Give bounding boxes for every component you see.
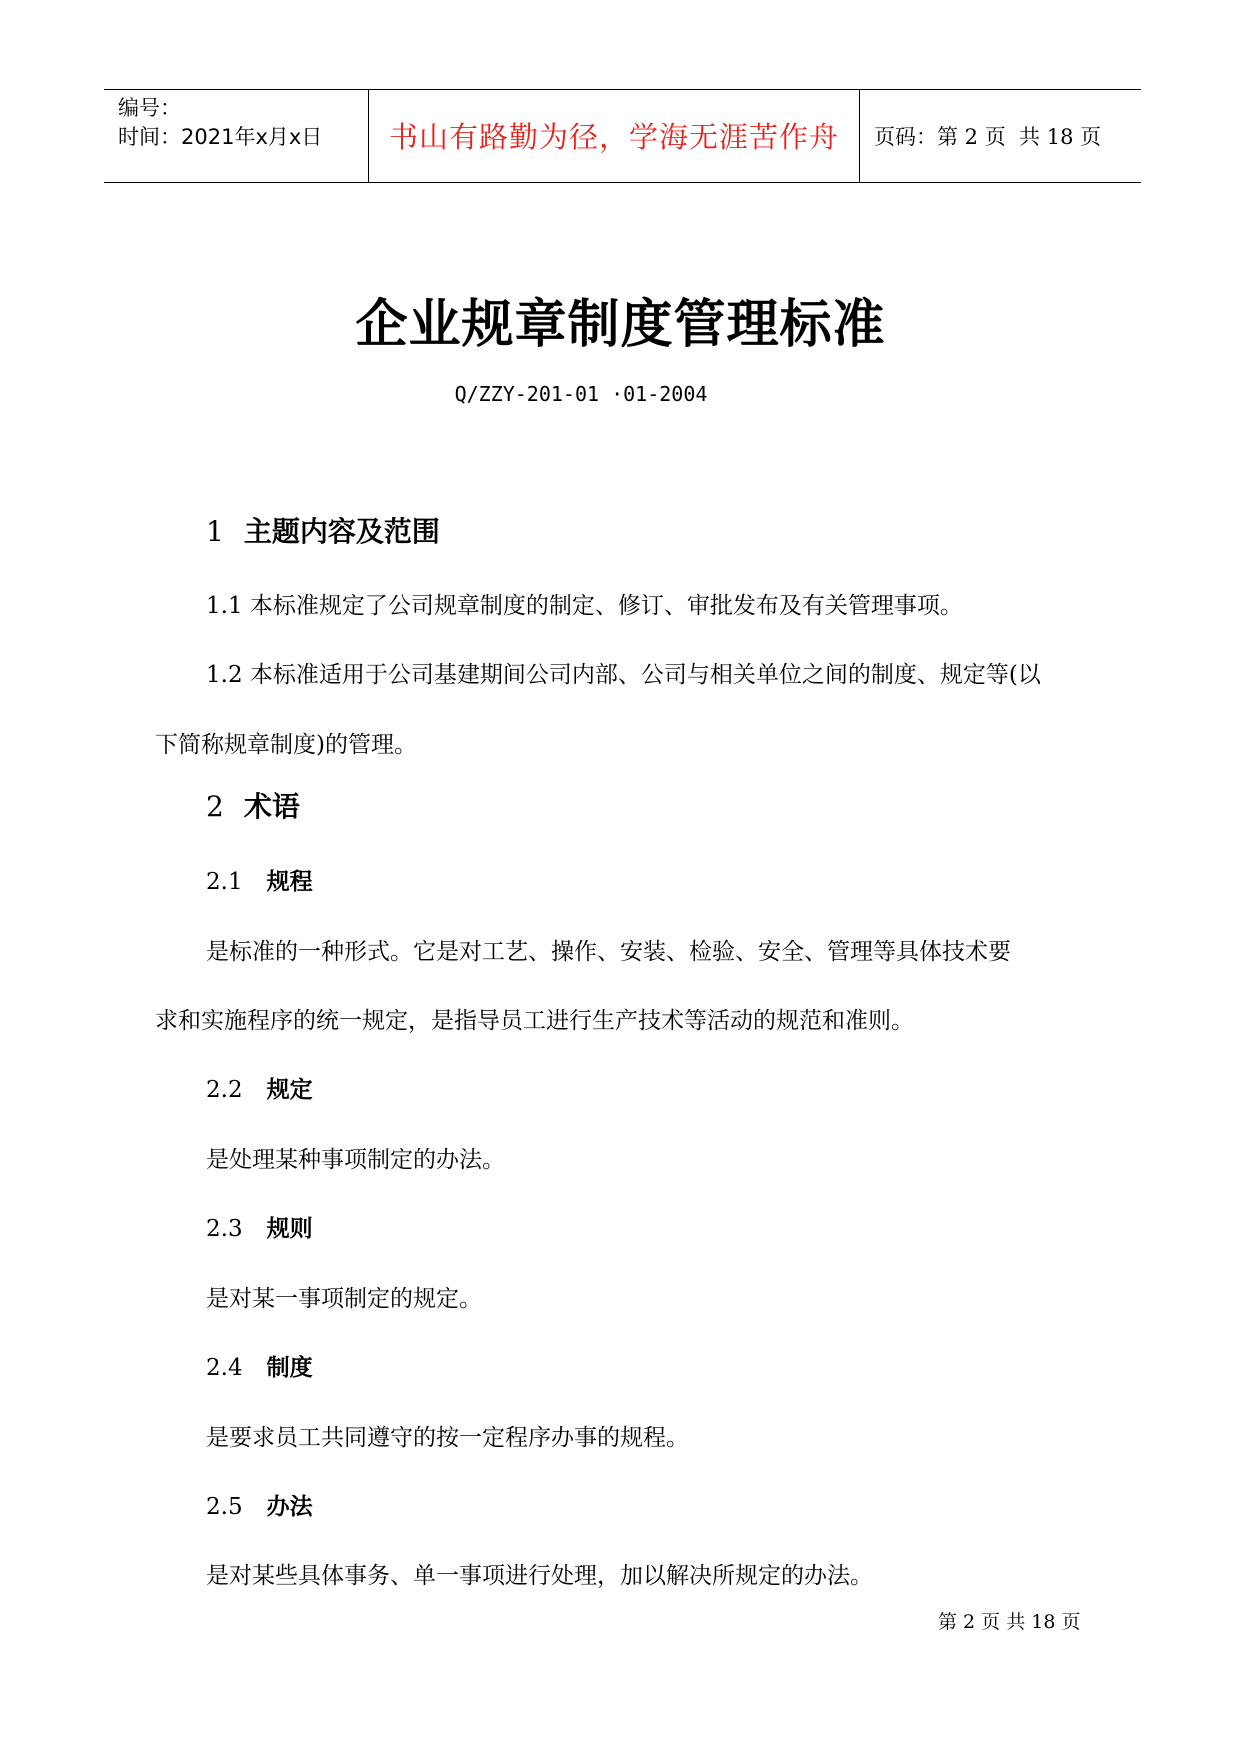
term-title: 规则 <box>266 1216 313 1242</box>
term-number: 2.2 <box>206 1077 243 1103</box>
term-title: 规程 <box>266 869 313 895</box>
term-2-1-line2: 求和实施程序的统一规定，是指导员工进行生产技术等活动的规范和准则。 <box>155 1008 914 1034</box>
term-number: 2.1 <box>206 869 243 895</box>
term-number: 2.4 <box>206 1355 243 1381</box>
header-left-cell <box>118 94 322 152</box>
section-number: 1 <box>206 515 224 548</box>
paragraph-1-2-line1: 1.2 本标准适用于公司基建期间公司内部、公司与相关单位之间的制度、规定等(以 <box>206 662 1041 688</box>
term-2-2-line1: 是处理某种事项制定的办法。 <box>206 1147 505 1173</box>
page-footer: 第 2 页 共 18 页 <box>938 1611 1081 1633</box>
term-2-5-heading <box>206 1488 313 1521</box>
term-2-1-line1: 是标准的一种形式。它是对工艺、操作、安装、检验、安全、管理等具体技术要 <box>206 939 1011 965</box>
paragraph-1-2-line2: 下简称规章制度)的管理。 <box>155 732 417 758</box>
term-title: 规定 <box>266 1077 313 1103</box>
term-title: 办法 <box>266 1494 313 1520</box>
term-title: 制度 <box>266 1355 313 1381</box>
term-2-4-line1: 是要求员工共同遵守的按一定程序办事的规程。 <box>206 1425 689 1451</box>
section-number: 2 <box>206 790 224 823</box>
term-2-5-line1: 是对某些具体事务、单一事项进行处理，加以解决所规定的办法。 <box>206 1563 873 1589</box>
header-page-info-text: 页码：第 2 页 共 18 页 <box>874 124 1102 149</box>
number-label: 编号： <box>118 96 181 120</box>
term-2-2-heading <box>206 1071 313 1104</box>
term-2-4-heading <box>206 1349 313 1382</box>
document-title: 企业规章制度管理标准 <box>355 295 886 355</box>
section-title: 术语 <box>243 790 300 823</box>
section-1-heading <box>206 510 440 550</box>
header-divider <box>859 90 860 182</box>
paragraph-1-1: 1.1 本标准规定了公司规章制度的制定、修订、审批发布及有关管理事项。 <box>206 593 963 619</box>
section-2-heading <box>206 785 300 825</box>
time-label: 时间：2021年x月x日 <box>118 125 323 149</box>
term-2-3-line1: 是对某一事项制定的规定。 <box>206 1286 482 1312</box>
term-2-3-heading <box>206 1210 313 1243</box>
section-title: 主题内容及范围 <box>243 515 440 548</box>
term-number: 2.5 <box>206 1494 243 1520</box>
term-2-1-heading <box>206 863 313 896</box>
header-motto: 书山有路勤为径，学海无涯苦作舟 <box>388 120 839 154</box>
term-number: 2.3 <box>206 1216 243 1242</box>
document-header <box>104 89 1141 183</box>
header-divider <box>368 90 369 182</box>
document-code: Q/ZZY-201-01 ·01-2004 <box>454 382 708 406</box>
header-page-info <box>874 90 1101 181</box>
